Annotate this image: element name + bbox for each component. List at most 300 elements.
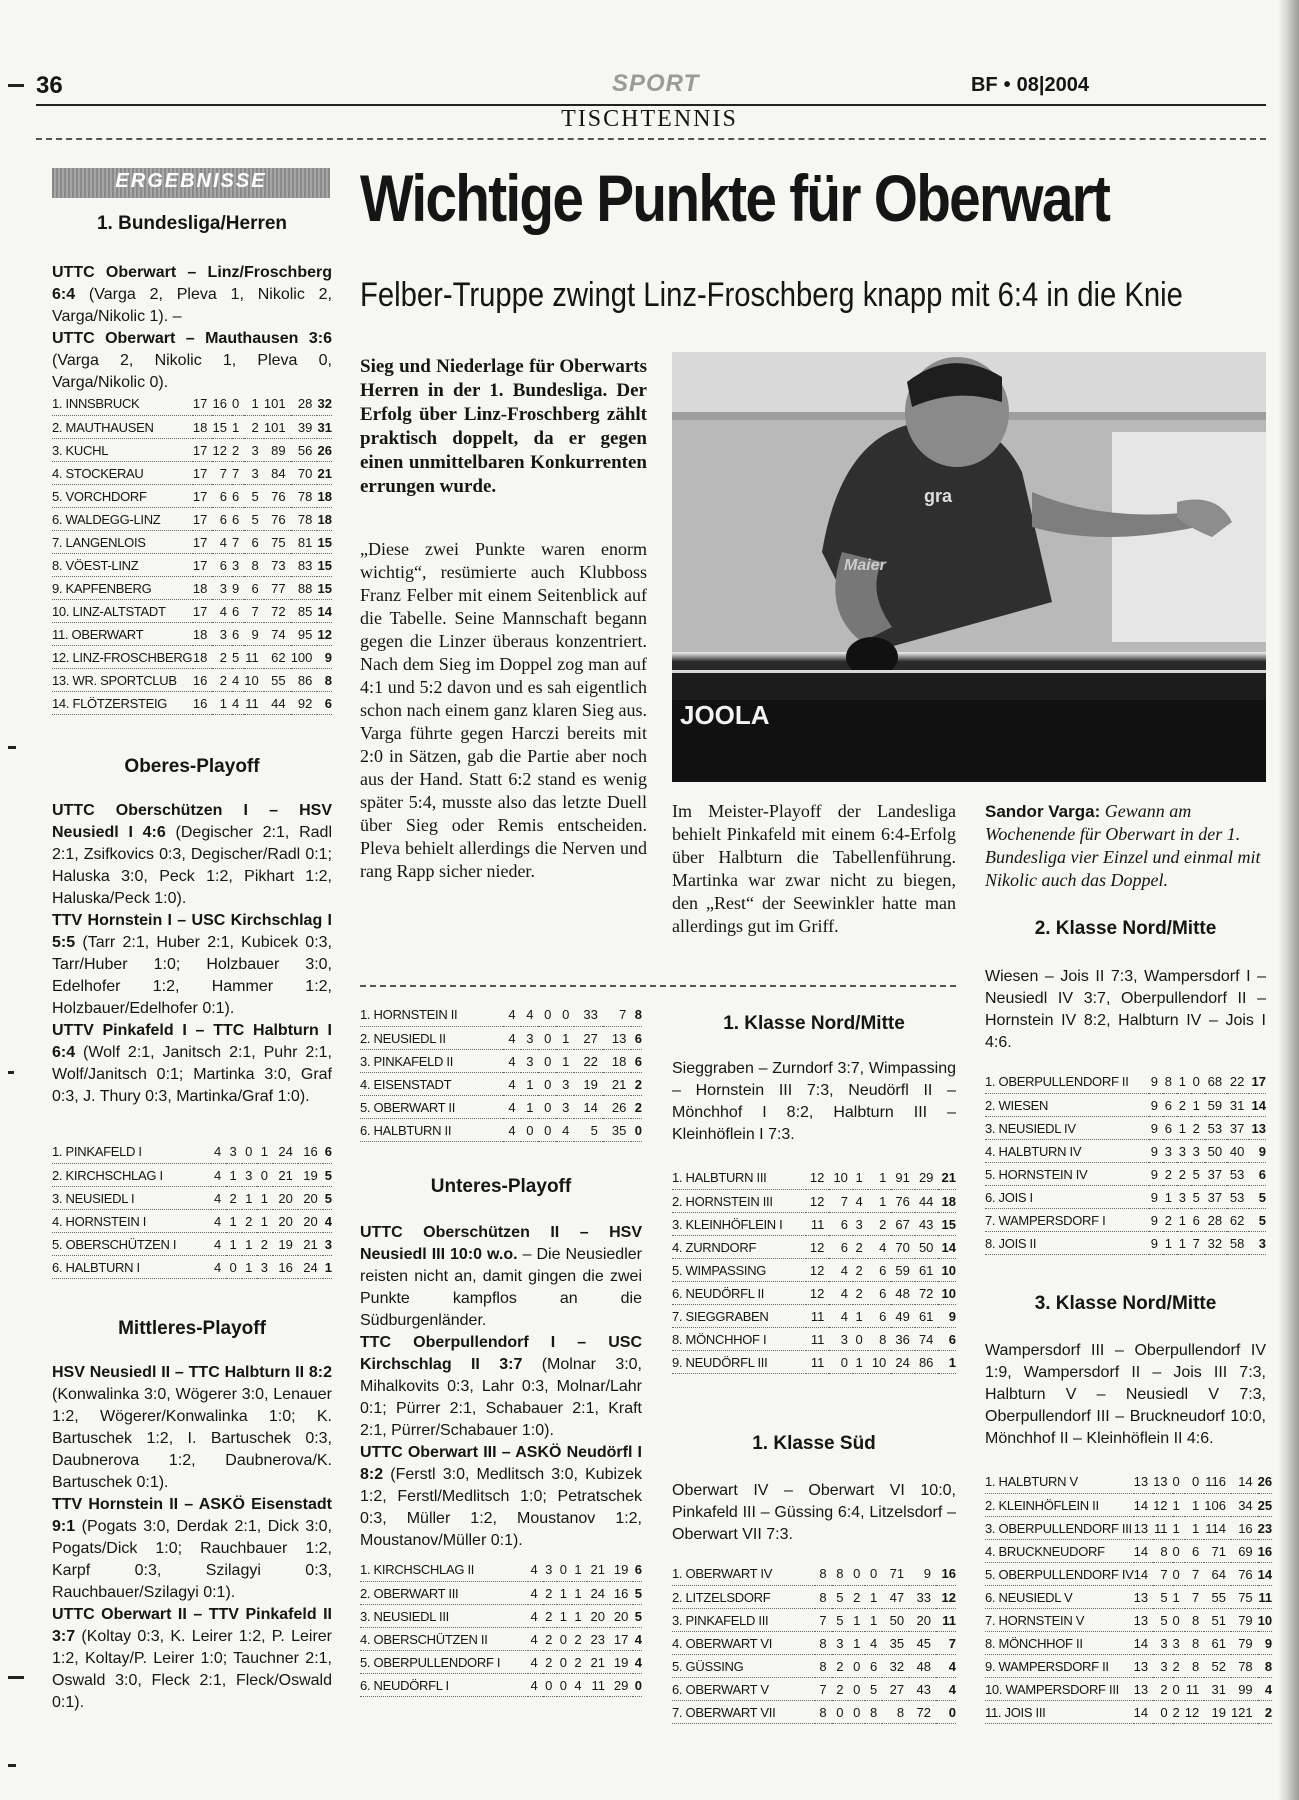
- table-row: [985, 1677, 1272, 1700]
- table-row: [52, 461, 332, 484]
- cell-wins: 1: [226, 1232, 242, 1255]
- cell-sets-won: 31: [1204, 1677, 1231, 1700]
- cell-losses: 1: [1185, 1493, 1204, 1516]
- cell-sets-won: 76: [264, 507, 291, 530]
- cell-losses: 4: [572, 1673, 587, 1696]
- klasse3-nordmitte-table-wrap: [985, 1470, 1273, 1724]
- match-report: [52, 1494, 332, 1604]
- cell-draws: 7: [232, 530, 244, 553]
- cell-sets-lost: 100: [291, 645, 318, 668]
- cell-points: 8: [1258, 1654, 1272, 1677]
- cell-draws: 6: [232, 622, 244, 645]
- cell-losses: 3: [1191, 1139, 1205, 1162]
- klasse1-nordmitte-table-wrap: [672, 1166, 956, 1374]
- cell-games: 17: [193, 599, 213, 622]
- table-row: [985, 1208, 1266, 1231]
- match-details: (Konwalinka 3:0, Wögerer 3:0, Lenauer 1:2, Wögerer/Konwalinka 1:0; K. Bartuschek 1:2, I. Bartuschek 0:3, Daubnerova 1:2, Daubnerova/K. Bartuschek 0:1).: [52, 1386, 332, 1491]
- oberes-playoff-title: Oberes-Playoff: [124, 756, 260, 777]
- cell-team: 4. STOCKERAU: [52, 461, 193, 484]
- table-row: [52, 576, 332, 599]
- cell-sets-lost: 83: [291, 553, 318, 576]
- cell-sets-won: 71: [1204, 1539, 1231, 1562]
- cell-draws: 0: [1173, 1470, 1185, 1493]
- cell-games: 12: [806, 1258, 830, 1281]
- cell-draws: 2: [242, 1209, 258, 1232]
- table-row: [672, 1631, 956, 1654]
- cell-sets-lost: 43: [909, 1677, 936, 1700]
- table-row: [52, 1255, 332, 1278]
- cell-draws: 1: [853, 1304, 868, 1327]
- cell-draws: 0: [848, 1562, 865, 1585]
- oberes-playoff-table-wrap: [52, 1140, 332, 1279]
- cell-sets-lost: 20: [610, 1604, 633, 1627]
- match-details: (Ferstl 3:0, Medlitsch 3:0, Kubizek 1:2, Ferstl/Medlitsch 1:0; Petratschek 0:3, Müller 1:2, Moustanov 1:2, Moustanov/Müller 0:1).: [360, 1466, 642, 1549]
- cell-wins: 15: [212, 415, 232, 438]
- cell-draws: 3: [1177, 1185, 1191, 1208]
- cell-losses: 5: [865, 1677, 882, 1700]
- cell-sets-lost: 29: [610, 1673, 633, 1696]
- cell-sets-won: 75: [264, 530, 291, 553]
- cell-sets-won: 71: [882, 1562, 909, 1585]
- cell-games: 17: [193, 507, 213, 530]
- cell-sets-won: 27: [882, 1677, 909, 1700]
- table-row: [52, 553, 332, 576]
- cell-games: 16: [193, 691, 213, 714]
- cell-sets-won: 53: [1205, 1116, 1227, 1139]
- cell-draws: 0: [232, 392, 244, 415]
- cell-draws: 0: [538, 1003, 556, 1026]
- cell-sets-won: 20: [273, 1186, 298, 1209]
- cell-games: 11: [806, 1212, 830, 1235]
- cell-draws: 1: [1177, 1116, 1191, 1139]
- cell-losses: 6: [244, 530, 264, 553]
- table-row: [985, 1700, 1272, 1723]
- cell-sets-lost: 7: [603, 1003, 632, 1026]
- cell-losses: 3: [556, 1072, 574, 1095]
- cell-points: 6: [317, 691, 332, 714]
- cell-points: 9: [1249, 1139, 1266, 1162]
- header-dashed-rule: [36, 138, 1266, 140]
- cell-draws: 1: [1173, 1493, 1185, 1516]
- cell-draws: 1: [557, 1581, 572, 1604]
- table-row: [52, 438, 332, 461]
- cell-points: 8: [631, 1003, 642, 1026]
- cell-losses: 2: [572, 1627, 587, 1650]
- cell-sets-lost: 50: [915, 1235, 939, 1258]
- klasse1-nordmitte-text: Sieggraben – Zurndorf 3:7, Wimpassing – Hornstein III 7:3, Neudörfl II – Mönchhof I 8:2, Halbturn III – Kleinhöflein I 7:3.: [672, 1060, 956, 1143]
- cell-sets-won: 70: [891, 1235, 915, 1258]
- cell-sets-won: 19: [1204, 1700, 1231, 1723]
- cell-sets-won: 44: [264, 691, 291, 714]
- cell-points: 11: [1258, 1585, 1272, 1608]
- cell-losses: 4: [868, 1235, 892, 1258]
- cell-points: 26: [1258, 1470, 1272, 1493]
- cell-wins: 2: [543, 1604, 558, 1627]
- cell-draws: 1: [557, 1604, 572, 1627]
- cell-sets-lost: 18: [603, 1049, 632, 1072]
- cell-draws: 2: [1177, 1162, 1191, 1185]
- cell-sets-lost: 53: [1227, 1185, 1249, 1208]
- cell-sets-won: 114: [1204, 1516, 1231, 1539]
- cell-team: 5. OBERPULLENDORF IV: [985, 1562, 1134, 1585]
- cell-team: 2. KIRCHSCHLAG I: [52, 1163, 211, 1186]
- cell-losses: 8: [868, 1327, 892, 1350]
- cell-points: 23: [1258, 1516, 1272, 1539]
- cell-points: 1: [938, 1350, 956, 1373]
- cell-wins: 2: [543, 1650, 558, 1673]
- table-row: [360, 1650, 642, 1673]
- cell-draws: 6: [232, 484, 244, 507]
- match-result: TTV Hornstein I – USC Kirchschlag I 5:5: [52, 912, 332, 951]
- cell-losses: 8: [1185, 1654, 1204, 1677]
- cell-sets-lost: 56: [291, 438, 318, 461]
- cell-sets-won: 36: [891, 1327, 915, 1350]
- caption-text: Gewann am Wochenende für Oberwart in der 1. Bundesliga vier Einzel und einmal mit Nikolic auch das Doppel.: [985, 801, 1261, 890]
- cell-sets-won: 59: [1205, 1093, 1227, 1116]
- klasse2-nordmitte-table: [985, 1070, 1266, 1255]
- cell-wins: 4: [521, 1003, 539, 1026]
- cell-team: 4. BRUCKNEUDORF: [985, 1539, 1134, 1562]
- cell-sets-lost: 35: [603, 1118, 632, 1141]
- cell-games: 14: [1134, 1562, 1153, 1585]
- cell-draws: 1: [853, 1350, 868, 1373]
- cell-points: 26: [317, 438, 332, 461]
- page-edge-shadow: [1278, 0, 1299, 1800]
- table-row: [985, 1562, 1272, 1585]
- cell-losses: 5: [244, 484, 264, 507]
- cell-games: 11: [806, 1327, 830, 1350]
- cell-wins: 1: [226, 1163, 242, 1186]
- cell-losses: 6: [868, 1281, 892, 1304]
- cell-games: 12: [806, 1166, 830, 1189]
- cell-games: 17: [193, 392, 213, 415]
- table-row: [52, 1232, 332, 1255]
- cell-sets-lost: 121: [1231, 1700, 1258, 1723]
- cell-sets-lost: 70: [291, 461, 318, 484]
- cell-games: 9: [1149, 1139, 1163, 1162]
- cell-points: 11: [936, 1608, 956, 1631]
- cell-sets-lost: 16: [298, 1140, 323, 1163]
- cell-sets-lost: 20: [298, 1209, 323, 1232]
- cell-sets-won: 37: [1205, 1185, 1227, 1208]
- cell-team: 8. MÖNCHHOF II: [985, 1631, 1134, 1654]
- cell-team: 6. HALBTURN II: [360, 1118, 503, 1141]
- cell-wins: 2: [226, 1186, 242, 1209]
- cell-points: 18: [938, 1189, 956, 1212]
- cell-games: 9: [1149, 1162, 1163, 1185]
- cell-games: 9: [1149, 1093, 1163, 1116]
- cell-sets-lost: 61: [915, 1304, 939, 1327]
- klasse2-nordmitte-table-wrap: [985, 1070, 1266, 1255]
- match-result: UTTV Pinkafeld I – TTC Halbturn I 6:4: [52, 1022, 332, 1061]
- cell-losses: 6: [244, 576, 264, 599]
- cell-team: 2. OBERWART III: [360, 1581, 528, 1604]
- publication-info: [971, 74, 1089, 97]
- table-row: [360, 1581, 642, 1604]
- cell-wins: 1: [226, 1209, 242, 1232]
- cell-points: 17: [1249, 1070, 1266, 1093]
- cell-team: 4. HALBTURN IV: [985, 1139, 1149, 1162]
- cell-wins: 1: [521, 1095, 539, 1118]
- cell-team: 4. HORNSTEIN I: [52, 1209, 211, 1232]
- margin-mark: [8, 1071, 14, 1074]
- table-row: [985, 1585, 1272, 1608]
- cell-sets-lost: 13: [603, 1026, 632, 1049]
- oberes-playoff-report: [52, 800, 332, 1108]
- cell-sets-lost: 79: [1231, 1631, 1258, 1654]
- cell-draws: 0: [538, 1072, 556, 1095]
- cell-points: 4: [633, 1627, 642, 1650]
- cell-wins: 2: [1153, 1677, 1172, 1700]
- cell-wins: 5: [1153, 1585, 1172, 1608]
- cell-sets-won: 24: [273, 1140, 298, 1163]
- cell-points: 6: [938, 1327, 956, 1350]
- cell-sets-lost: 99: [1231, 1677, 1258, 1700]
- match-details: (Pogats 3:0, Derdak 2:1, Dick 3:0, Pogats/Dick 1:0; Rauchbauer 1:2, Karpf 0:3, Szilagyi 0:3, Rauchbauer/Szilagyi 0:1).: [52, 1518, 332, 1601]
- cell-sets-lost: 21: [603, 1072, 632, 1095]
- cell-points: 5: [1249, 1208, 1266, 1231]
- cell-sets-lost: 19: [610, 1558, 633, 1581]
- cell-losses: 6: [868, 1304, 892, 1327]
- cell-sets-won: 84: [264, 461, 291, 484]
- cell-wins: 4: [212, 530, 232, 553]
- cell-points: 10: [938, 1281, 956, 1304]
- cell-points: 2: [1258, 1700, 1272, 1723]
- cell-team: 9. WAMPERSDORF II: [985, 1654, 1134, 1677]
- klasse1-nordmitte-title: 1. Klasse Nord/Mitte: [723, 1013, 905, 1034]
- cell-points: 32: [317, 392, 332, 415]
- cell-losses: 0: [257, 1163, 273, 1186]
- cell-draws: 0: [557, 1558, 572, 1581]
- match-details: (Koltay 0:3, K. Leirer 1:2, P. Leirer 1:2, Koltay/P. Leirer 1:0; Tauchner 2:1, Oswald 3:0, Fleck 2:1, Fleck/Oswald 0:1).: [52, 1628, 332, 1711]
- table-row: [985, 1470, 1272, 1493]
- cell-draws: 1: [242, 1232, 258, 1255]
- cell-team: 1. OBERWART IV: [672, 1562, 815, 1585]
- cell-games: 17: [193, 530, 213, 553]
- cell-games: 8: [815, 1631, 832, 1654]
- cell-sets-lost: 69: [1231, 1539, 1258, 1562]
- klasse1-sued-table-wrap: [672, 1562, 956, 1724]
- player-photo-illustration: [672, 352, 1266, 782]
- cell-draws: 1: [1173, 1516, 1185, 1539]
- table-row: [985, 1231, 1266, 1254]
- cell-wins: 4: [212, 599, 232, 622]
- section-label: SPORT: [612, 70, 700, 97]
- cell-losses: 3: [257, 1255, 273, 1278]
- cell-losses: 3: [244, 438, 264, 461]
- klasse1-nordmitte-table: [672, 1166, 956, 1374]
- cell-losses: 1: [865, 1585, 882, 1608]
- cell-points: 6: [633, 1558, 642, 1581]
- cell-draws: 2: [1173, 1654, 1185, 1677]
- table-row: [985, 1631, 1272, 1654]
- meister-playoff-text: Im Meister-Playoff der Landesliga behielt Pinkafeld mit einem 6:4-Erfolg über Halbturn die Tabellenführung. Martinka war zwar nicht zu biegen, den „Rest“ der Seewinkler hatte man allerdings gut im Griff.: [672, 801, 956, 936]
- cell-sets-lost: 81: [291, 530, 318, 553]
- cell-games: 4: [503, 1049, 521, 1072]
- match-report: [52, 800, 332, 910]
- cell-sets-lost: 86: [915, 1350, 939, 1373]
- cell-sets-lost: 33: [909, 1585, 936, 1608]
- cell-losses: 1: [556, 1026, 574, 1049]
- cell-sets-lost: 39: [291, 415, 318, 438]
- cell-sets-won: 48: [891, 1281, 915, 1304]
- cell-sets-won: 20: [273, 1209, 298, 1232]
- cell-wins: 6: [1163, 1116, 1177, 1139]
- cell-points: 31: [317, 415, 332, 438]
- cell-wins: 3: [1153, 1631, 1172, 1654]
- cell-points: 5: [323, 1186, 332, 1209]
- match-result: UTTC Oberwart III – ASKÖ Neudörfl I 8:2: [360, 1444, 642, 1483]
- cell-losses: 1: [257, 1140, 273, 1163]
- cell-games: 18: [193, 645, 213, 668]
- cell-team: 6. JOIS I: [985, 1185, 1149, 1208]
- match-result: TTC Oberpullendorf I – USC Kirchschlag II 3:7: [360, 1334, 642, 1373]
- cell-wins: 1: [1163, 1185, 1177, 1208]
- cell-points: 2: [631, 1095, 642, 1118]
- cell-draws: 1: [232, 415, 244, 438]
- cell-sets-lost: 92: [291, 691, 318, 714]
- cell-draws: 0: [538, 1026, 556, 1049]
- cell-draws: 3: [242, 1163, 258, 1186]
- cell-sets-won: 106: [1204, 1493, 1231, 1516]
- cell-games: 4: [528, 1650, 543, 1673]
- cell-sets-won: 11: [587, 1673, 610, 1696]
- cell-wins: 0: [829, 1350, 853, 1373]
- cell-team: 8. JOIS II: [985, 1231, 1149, 1254]
- cell-points: 0: [936, 1700, 956, 1723]
- cell-sets-lost: 20: [298, 1186, 323, 1209]
- cell-points: 16: [1258, 1539, 1272, 1562]
- table-row: [52, 668, 332, 691]
- cell-losses: 2: [244, 415, 264, 438]
- cell-sets-lost: 74: [915, 1327, 939, 1350]
- table-row: [52, 530, 332, 553]
- cell-wins: 13: [1153, 1470, 1172, 1493]
- match-result: TTV Hornstein II – ASKÖ Eisenstadt 9:1: [52, 1496, 332, 1535]
- cell-losses: 1: [244, 392, 264, 415]
- cell-points: 14: [938, 1235, 956, 1258]
- cell-losses: 2: [1191, 1116, 1205, 1139]
- cell-sets-lost: 9: [909, 1562, 936, 1585]
- cell-points: 14: [1258, 1562, 1272, 1585]
- cell-games: 7: [815, 1677, 832, 1700]
- cell-team: 1. HALBTURN III: [672, 1166, 806, 1189]
- unteres-playoff-table: [360, 1558, 642, 1697]
- table-row: [672, 1189, 956, 1212]
- cell-losses: 7: [1185, 1562, 1204, 1585]
- cell-wins: 3: [543, 1558, 558, 1581]
- cell-sets-won: 33: [574, 1003, 603, 1026]
- cell-losses: 8: [1185, 1608, 1204, 1631]
- cell-games: 13: [1134, 1654, 1153, 1677]
- cell-losses: 11: [1185, 1677, 1204, 1700]
- match-result: UTTC Oberwart – Linz/Froschberg 6:4: [52, 264, 332, 303]
- cell-losses: 1: [572, 1604, 587, 1627]
- cell-draws: 0: [1173, 1608, 1185, 1631]
- cell-team: 4. OBERWART VI: [672, 1631, 815, 1654]
- cell-points: 15: [317, 530, 332, 553]
- cell-sets-won: 14: [574, 1095, 603, 1118]
- cell-sets-lost: 75: [1231, 1585, 1258, 1608]
- klasse3-nordmitte-text: Wampersdorf III – Oberpullendorf IV 1:9, Wampersdorf II – Jois III 7:3, Halbturn V – Neusiedl V 7:3, Oberpullendorf III – Bruckneudorf 10:0, Mönchhof II – Kleinhöflein II 4:6.: [985, 1342, 1266, 1447]
- margin-mark: [8, 1676, 24, 1679]
- cell-draws: 0: [557, 1673, 572, 1696]
- table-row: [985, 1070, 1266, 1093]
- match-result: UTTC Oberwart – Mauthausen 3:6: [52, 330, 332, 347]
- cell-sets-won: 28: [1205, 1208, 1227, 1231]
- match-report: [360, 1442, 642, 1552]
- cell-sets-won: 77: [264, 576, 291, 599]
- cell-sets-won: 116: [1204, 1470, 1231, 1493]
- cell-team: 7. WAMPERSDORF I: [985, 1208, 1149, 1231]
- mittleres-playoff-table: [360, 1003, 642, 1142]
- cell-draws: 5: [232, 645, 244, 668]
- cell-games: 4: [503, 1026, 521, 1049]
- cell-losses: 3: [244, 461, 264, 484]
- cell-games: 18: [193, 622, 213, 645]
- cell-draws: 2: [848, 1585, 865, 1608]
- cell-draws: 0: [848, 1677, 865, 1700]
- cell-games: 4: [211, 1163, 227, 1186]
- article-lead: Sieg und Niederlage für Oberwarts Herren in der 1. Bundesliga. Der Erfolg über Linz-Froschberg zählt praktisch doppelt, da er gegen einen unmittelbaren Konkurrenten errungen wurde.: [360, 356, 647, 497]
- table-brand-text: JOOLA: [680, 700, 770, 730]
- cell-points: 14: [317, 599, 332, 622]
- cell-games: 4: [528, 1627, 543, 1650]
- cell-sets-lost: 61: [915, 1258, 939, 1281]
- cell-points: 5: [1249, 1185, 1266, 1208]
- mittleres-playoff-table-wrap: [360, 1003, 642, 1142]
- cell-team: 3. OBERPULLENDORF III: [985, 1516, 1134, 1539]
- cell-losses: 5: [1191, 1162, 1205, 1185]
- cell-team: 5. WIMPASSING: [672, 1258, 806, 1281]
- klasse1-sued-title: 1. Klasse Süd: [752, 1433, 876, 1454]
- cell-draws: 3: [232, 553, 244, 576]
- cell-games: 4: [503, 1118, 521, 1141]
- table-row: [52, 622, 332, 645]
- cell-games: 9: [1149, 1185, 1163, 1208]
- cell-team: 1. INNSBRUCK: [52, 392, 193, 415]
- table-row: [52, 1140, 332, 1163]
- cell-team: 2. WIESEN: [985, 1093, 1149, 1116]
- cell-losses: 9: [244, 622, 264, 645]
- cell-team: 11. JOIS III: [985, 1700, 1134, 1723]
- cell-sets-won: 20: [587, 1604, 610, 1627]
- match-report: [52, 328, 332, 394]
- cell-games: 8: [815, 1585, 832, 1608]
- cell-sets-lost: 78: [291, 507, 318, 530]
- cell-games: 13: [1134, 1608, 1153, 1631]
- match-report: [52, 1362, 332, 1494]
- cell-sets-lost: 31: [1227, 1093, 1249, 1116]
- cell-wins: 12: [212, 438, 232, 461]
- match-details: (Degischer 2:1, Radl 2:1, Zsifkovics 0:3, Degischer/Radl 0:1; Haluska 3:0, Peck 1:2, Pikhart 1:2, Haluska/Peck 1:0).: [52, 824, 332, 907]
- cell-games: 7: [815, 1608, 832, 1631]
- bundesliga-table-wrap: [52, 392, 332, 715]
- cell-draws: 1: [1177, 1231, 1191, 1254]
- cell-team: 6. HALBTURN I: [52, 1255, 211, 1278]
- cell-points: 5: [633, 1604, 642, 1627]
- cell-losses: 11: [244, 691, 264, 714]
- shirt-sponsor-text: gra: [924, 486, 953, 506]
- cell-points: 10: [938, 1258, 956, 1281]
- cell-wins: 3: [1163, 1139, 1177, 1162]
- cell-team: 1. KIRCHSCHLAG II: [360, 1558, 528, 1581]
- table-row: [672, 1281, 956, 1304]
- cell-draws: 0: [557, 1650, 572, 1673]
- cell-wins: 6: [829, 1235, 853, 1258]
- cell-sets-won: 55: [1204, 1585, 1231, 1608]
- article-body: „Diese zwei Punkte waren enorm wichtig“, resümierte auch Klubboss Franz Felber mit einem Seitenblick auf die Tabelle. Seine Mannschaft begann gegen die Linzer überaus konzentriert. Nach dem Sieg im Doppel zog man auf 4:1 und 5:2 davon und es sah eigentlich schon nach einem ganz klaren Sieg aus. Varga führte gegen Harczi bereits mit 2:0 in Sätzen, gab die Partie aber noch aus der Hand. Statt 6:2 stand es wenig später 5:4, musste also das letzte Duell über Sieg oder Remis entscheiden. Pleva behielt allerdings die Nerven und rang Rapp sicher nieder.: [360, 539, 647, 881]
